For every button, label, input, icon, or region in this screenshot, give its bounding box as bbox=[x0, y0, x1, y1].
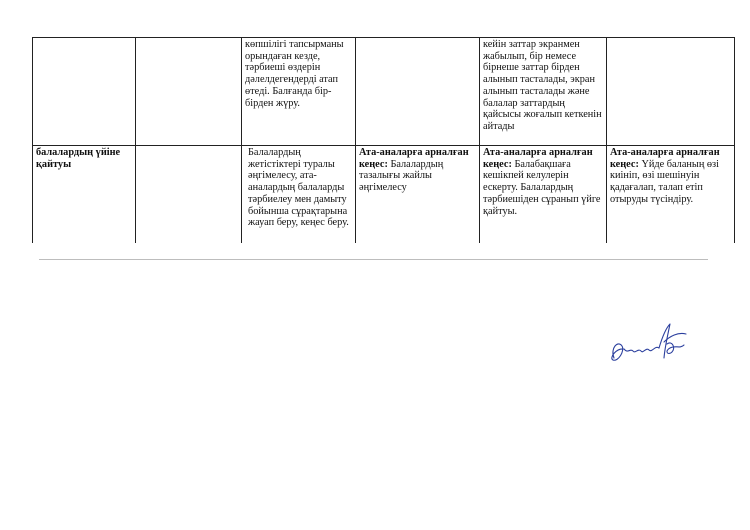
table-cell bbox=[356, 38, 480, 146]
signature-icon bbox=[604, 318, 690, 368]
advice-text: Үйде баланың өзі киініп, өзі шешінуін қадағалап, талап етіп отыруды түсіндіру. bbox=[610, 158, 719, 205]
page-divider bbox=[39, 259, 708, 260]
table-cell: балалардың үйіне қайтуы bbox=[33, 146, 136, 244]
table-cell bbox=[136, 146, 242, 244]
table-cell bbox=[356, 146, 480, 244]
table-cell bbox=[480, 146, 607, 244]
advice-text: Балабақшаға кешікпей келулерін ескерту. Балалардың тәрбиешіден сұранып үйге қайтуы. bbox=[483, 158, 601, 217]
advice-title: Ата-аналарға арналған кеңес: bbox=[359, 147, 469, 170]
table-row bbox=[33, 38, 735, 146]
table-cell bbox=[136, 38, 242, 146]
table-row bbox=[33, 146, 735, 244]
table-cell bbox=[607, 146, 735, 244]
advice-text: Балалардың тазалығы жайлы әңгімелесу bbox=[359, 158, 444, 194]
advice-title: Ата-аналарға арналған кеңес: bbox=[610, 147, 720, 170]
table-cell bbox=[33, 38, 136, 146]
plan-table bbox=[32, 37, 735, 243]
table-cell: көпшілігі тапсырманы орындаған кезде, тәрбиеші өздерін дәлелдегендерді атап өтеді. Балғанда бір-бірден жүру. bbox=[242, 38, 356, 146]
table-cell: кейін заттар экранмен жабылып, бір немесе бірнеше заттар бірден алынып тасталады, экран алынып тасталады және балалар заттардың қайсысы жоғалып кеткенін айтады bbox=[480, 38, 607, 146]
advice-title: Ата-аналарға арналған кеңес: bbox=[483, 147, 593, 170]
table-cell: Балалардың жетістіктері туралы әңгімелесу, ата-аналардың балаларды тәрбиелеу мен дамыту бойынша сұрақтарына жауап беру, кеңес беру. bbox=[242, 146, 356, 244]
table-cell bbox=[607, 38, 735, 146]
